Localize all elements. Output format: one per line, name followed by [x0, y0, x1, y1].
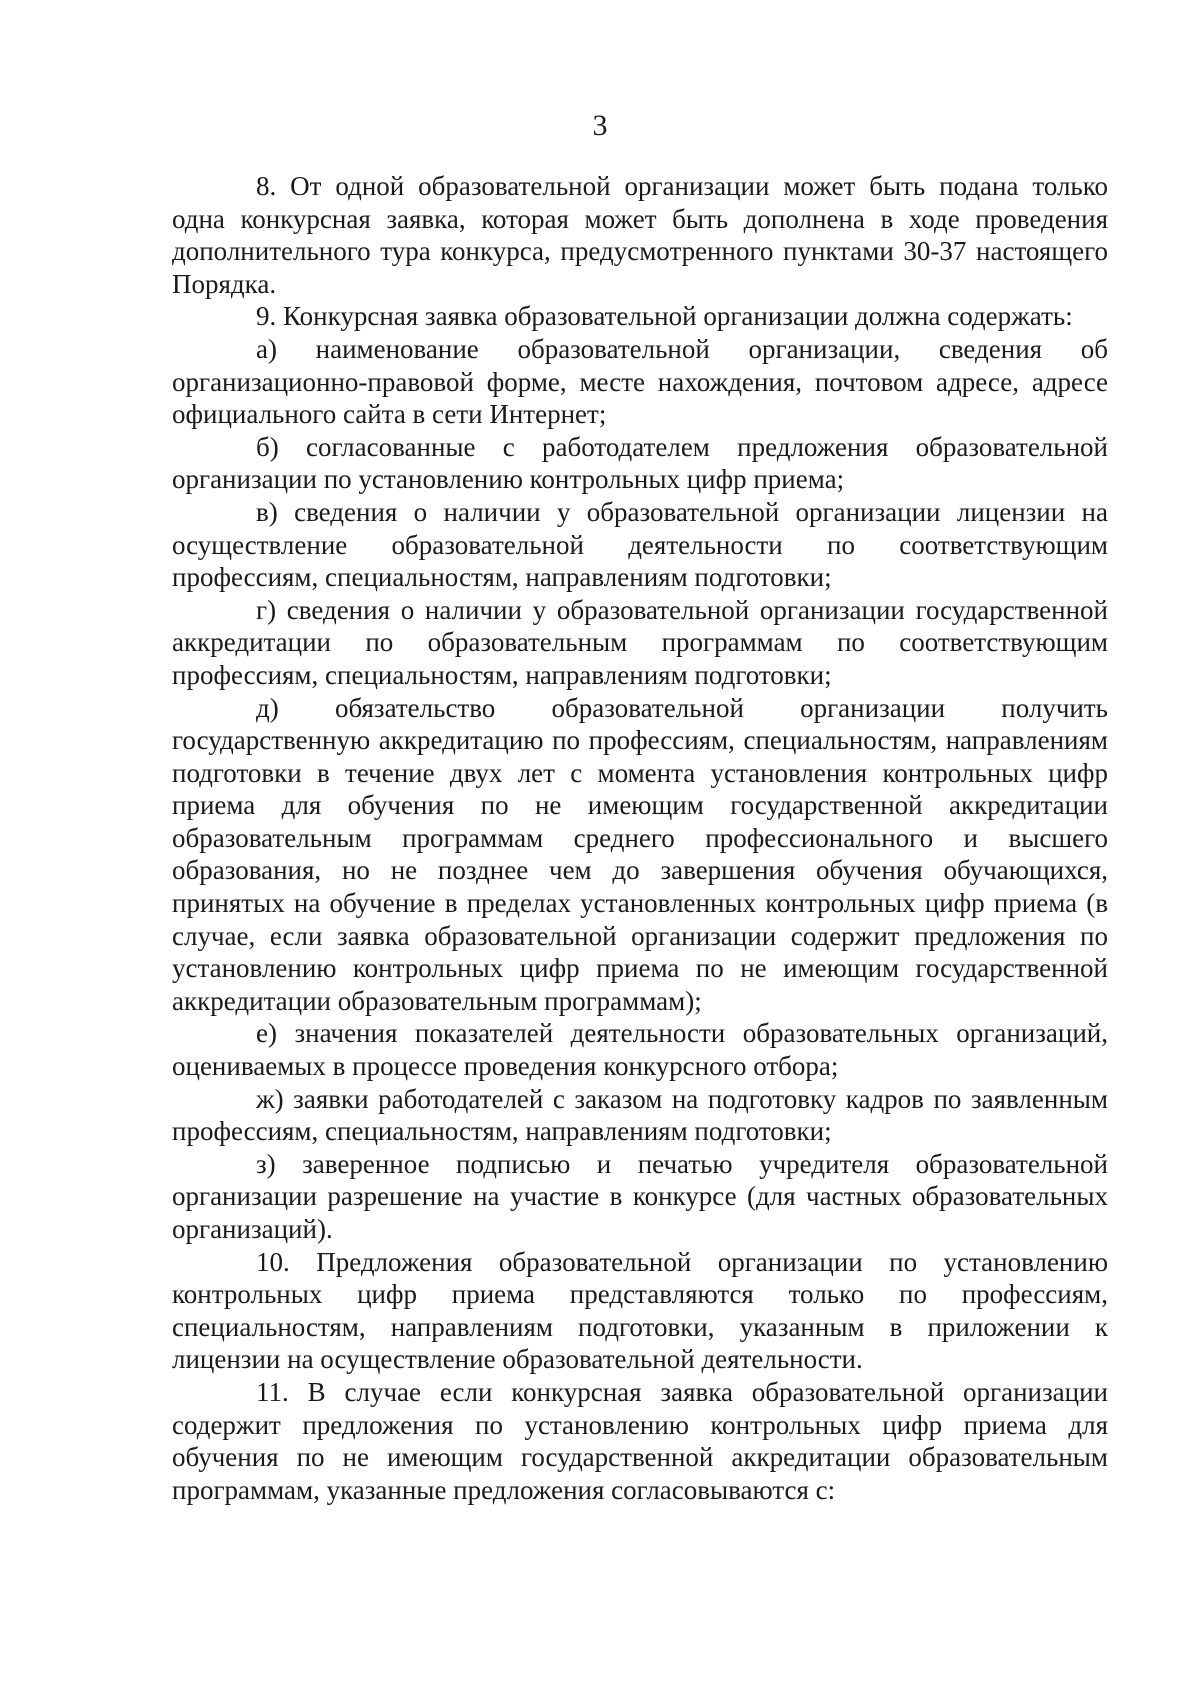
list-item-v: в) сведения о наличии у образовательной организации лицензии на осуществление образовательной деятельности по соответствующим профессиям, специальностям, направлениям подготовки; [172, 496, 1108, 593]
list-item-e: е) значения показателей деятельности образовательных организаций, оцениваемых в процессе проведения конкурсного отбора; [172, 1018, 1108, 1082]
page-number: 3 [592, 109, 608, 142]
document-body [172, 170, 1108, 1506]
paragraph-9: 9. Конкурсная заявка образовательной организации должна содержать: [256, 301, 1073, 332]
list-item-z: з) заверенное подписью и печатью учредителя образовательной организации разрешение на участие в конкурсе (для частных образовательных организаций). [172, 1148, 1108, 1244]
paragraph-10: 10. Предложения образовательной организации по установлению контрольных цифр приема представляются только по профессиям, специальностям, направлениям подготовки, указанным в приложении к лицензии на осуществление образовательной деятельности. [172, 1246, 1108, 1375]
list-item-b: б) согласованные с работодателем предложения образовательной организации по установлению контрольных цифр приема; [172, 431, 1108, 495]
paragraph-8: 8. От одной образовательной организации может быть подана только одна конкурсная заявка, которая может быть дополнена в ходе проведения дополнительного тура конкурса, предусмотренного пунктами 30-37 настоящего Порядка. [172, 171, 1108, 299]
paragraph-11: 11. В случае если конкурсная заявка образовательной организации содержит предложения по установлению контрольных цифр приема для обучения по не имеющим государственной аккредитации образовательным программам, указанные предложения согласовываются с: [172, 1376, 1108, 1505]
list-item-d: д) обязательство образовательной организации получить государственную аккредитацию по профессиям, специальностям, направлениям подготовки в течение двух лет с момента установления контрольных цифр приема для обучения по не имеющим государственной аккредитации образовательным программам среднего профессионального и высшего образования, но не позднее чем до завершения обучения обучающихся, принятых на обучение в пределах установленных контрольных цифр приема (в случае, если заявка образовательной организации содержит предложения по установлению контрольных цифр приема по не имеющим государственной аккредитации образовательным программам); [172, 692, 1108, 1016]
list-item-g: г) сведения о наличии у образовательной организации государственной аккредитации по образовательным программам по соответствующим профессиям, специальностям, направлениям подготовки; [172, 594, 1108, 690]
list-item-zh: ж) заявки работодателей с заказом на подготовку кадров по заявленным профессиям, специальностям, направлениям подготовки; [172, 1083, 1108, 1147]
list-item-a: а) наименование образовательной организации, сведения об организационно-правовой форме, месте нахождения, почтовом адресе, адресе официального сайта в сети Интернет; [172, 333, 1108, 430]
